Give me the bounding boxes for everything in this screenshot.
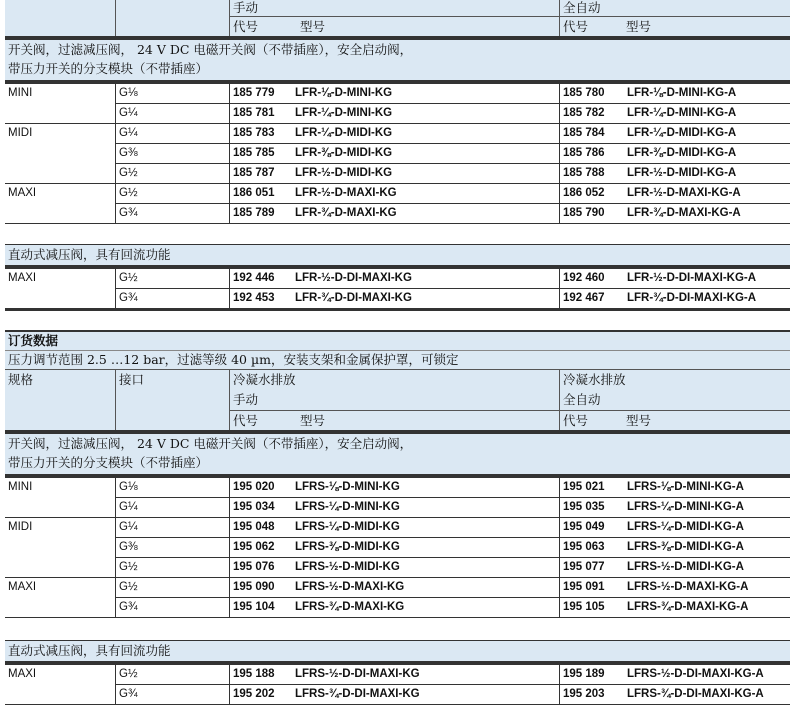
order-code: 195 076 (233, 561, 275, 573)
header-manual: 手动 (229, 0, 559, 16)
type-code: LFR-¼-D-MIDI-KG (295, 127, 393, 139)
header-model: 型号 (300, 19, 326, 34)
port-cell: G½ (119, 668, 138, 680)
column-divider (559, 144, 560, 164)
band-line: 开关阀，过滤减压阀， 24 V DC 电磁开关阀（不带插座），安全启动阀， (8, 42, 413, 57)
column-divider (229, 558, 230, 578)
column-divider (559, 84, 560, 104)
table-row (5, 665, 790, 685)
order-code: 195 104 (233, 601, 275, 613)
type-code-auto: LFRS-¾-D-DI-MAXI-KG-A (627, 688, 764, 700)
table-1-body-1 (5, 84, 790, 224)
type-code: LFR-½-D-MIDI-KG (295, 167, 393, 179)
port-cell: G¾ (119, 207, 138, 219)
size-cell: MIDI (8, 521, 33, 533)
table-row (5, 144, 790, 164)
column-divider (229, 289, 230, 309)
column-divider (559, 104, 560, 124)
table-row (5, 478, 790, 498)
order-code: 195 020 (233, 481, 275, 493)
type-code: LFR-⅛-D-MINI-KG (295, 87, 393, 99)
port-cell: G½ (119, 561, 138, 573)
row-divider (5, 704, 790, 705)
order-code-auto: 195 035 (563, 501, 605, 513)
column-divider (115, 685, 116, 705)
type-code-auto: LFRS-½-D-MIDI-KG-A (627, 561, 744, 573)
column-divider (559, 289, 560, 309)
size-cell: MAXI (8, 581, 37, 593)
port-cell: G¼ (119, 107, 138, 119)
order-code: 195 090 (233, 581, 275, 593)
port-cell: G⅜ (119, 147, 138, 159)
column-divider (115, 204, 116, 224)
column-divider (229, 104, 230, 124)
type-code: LFRS-½-D-MAXI-KG (295, 581, 405, 593)
table-title: 订货数据 (5, 332, 790, 350)
table-row (5, 104, 790, 124)
column-divider (115, 269, 116, 289)
table-row (5, 289, 790, 309)
table-2-header (5, 369, 790, 430)
type-code: LFR-½-D-DI-MAXI-KG (295, 272, 412, 284)
table-row (5, 184, 790, 204)
port-cell: G¾ (119, 292, 138, 304)
header-code: 代号 (563, 19, 589, 34)
column-divider (115, 478, 116, 498)
type-code-auto: LFR-¼-D-MIDI-KG-A (627, 127, 737, 139)
order-code-auto: 195 091 (563, 581, 605, 593)
section-band (5, 40, 790, 80)
column-divider (115, 104, 116, 124)
type-code-auto: LFR-½-D-DI-MAXI-KG-A (627, 272, 757, 284)
header-drain: 冷凝水排放 (563, 372, 626, 387)
column-divider (229, 164, 230, 184)
column-divider (559, 685, 560, 705)
type-code-auto: LFRS-⅛-D-MINI-KG-A (627, 481, 744, 493)
port-cell: G½ (119, 187, 138, 199)
header-drain: 冷凝水排放 (233, 372, 296, 387)
column-divider (115, 665, 116, 685)
column-divider (115, 289, 116, 309)
order-code-auto: 185 780 (563, 87, 605, 99)
type-code: LFRS-¾-D-DI-MAXI-KG (295, 688, 420, 700)
type-code-auto: LFRS-⅜-D-MIDI-KG-A (627, 541, 744, 553)
table-row (5, 598, 790, 618)
type-code: LFRS-½-D-DI-MAXI-KG (295, 668, 420, 680)
type-code: LFRS-⅛-D-MINI-KG (295, 481, 400, 493)
order-code: 185 783 (233, 127, 275, 139)
column-divider (229, 685, 230, 705)
table-row (5, 685, 790, 705)
column-divider (229, 184, 230, 204)
column-divider (559, 498, 560, 518)
port-cell: G¼ (119, 501, 138, 513)
order-code-auto: 186 052 (563, 187, 605, 199)
table-row (5, 518, 790, 538)
order-code: 186 051 (233, 187, 275, 199)
type-code: LFR-¾-D-DI-MAXI-KG (295, 292, 412, 304)
column-divider (559, 538, 560, 558)
table-row (5, 578, 790, 598)
column-divider (229, 498, 230, 518)
row-divider (5, 617, 790, 618)
column-divider (559, 164, 560, 184)
order-code-auto: 195 077 (563, 561, 605, 573)
band-line: 直动式减压阀，具有回流功能 (8, 247, 171, 262)
order-code: 185 789 (233, 207, 275, 219)
column-divider (115, 578, 116, 598)
column-divider (115, 538, 116, 558)
column-divider (115, 144, 116, 164)
column-divider (229, 269, 230, 289)
order-code: 192 446 (233, 272, 275, 284)
type-code-auto: LFR-⅜-D-MIDI-KG-A (627, 147, 737, 159)
row-divider (5, 223, 790, 224)
header-port: 接口 (115, 370, 229, 430)
header-size: 规格 (8, 372, 34, 387)
band-line: 直动式减压阀，具有回流功能 (8, 643, 171, 658)
table-2-body-2 (5, 665, 790, 705)
band-line: 开关阀，过滤减压阀， 24 V DC 电磁开关阀（不带插座），安全启动阀， (8, 436, 413, 451)
band-line: 带压力开关的分支模块（不带插座） (8, 61, 209, 76)
order-code-auto: 185 786 (563, 147, 605, 159)
column-divider (229, 665, 230, 685)
table-row (5, 124, 790, 144)
order-code: 195 048 (233, 521, 275, 533)
size-cell: MAXI (8, 187, 37, 199)
column-divider (115, 84, 116, 104)
order-code: 185 781 (233, 107, 275, 119)
order-code: 195 202 (233, 688, 275, 700)
band-line: 带压力开关的分支模块（不带插座） (8, 455, 209, 470)
table-2-body-1 (5, 478, 790, 618)
port-cell: G½ (119, 167, 138, 179)
type-code: LFR-½-D-MAXI-KG (295, 187, 397, 199)
type-code-auto: LFR-¾-D-MAXI-KG-A (627, 207, 741, 219)
type-code-auto: LFR-½-D-MAXI-KG-A (627, 187, 741, 199)
column-divider (559, 478, 560, 498)
size-cell: MAXI (8, 272, 37, 284)
column-divider (559, 578, 560, 598)
header-model: 型号 (626, 413, 652, 428)
order-code: 195 188 (233, 668, 275, 680)
table-row (5, 558, 790, 578)
table-row (5, 204, 790, 224)
size-cell: MINI (8, 481, 33, 493)
order-code-auto: 195 021 (563, 481, 605, 493)
column-divider (559, 269, 560, 289)
order-code: 185 785 (233, 147, 275, 159)
row-divider (5, 308, 790, 309)
column-divider (229, 124, 230, 144)
type-code-auto: LFRS-¾-D-MAXI-KG-A (627, 601, 749, 613)
port-cell: G½ (119, 272, 138, 284)
type-code-auto: LFR-½-D-MIDI-KG-A (627, 167, 737, 179)
order-code-auto: 185 782 (563, 107, 605, 119)
table-row (5, 164, 790, 184)
column-divider (559, 124, 560, 144)
column-divider (229, 538, 230, 558)
type-code-auto: LFR-⅛-D-MINI-KG-A (627, 87, 737, 99)
order-code-auto: 195 203 (563, 688, 605, 700)
type-code: LFRS-¾-D-MAXI-KG (295, 601, 405, 613)
column-divider (229, 598, 230, 618)
type-code-auto: LFRS-¼-D-MINI-KG-A (627, 501, 744, 513)
table-1-header-row-code (5, 16, 790, 36)
column-divider (115, 518, 116, 538)
section-band (5, 640, 790, 661)
order-code: 195 062 (233, 541, 275, 553)
type-code: LFRS-¼-D-MINI-KG (295, 501, 400, 513)
table-row (5, 269, 790, 289)
type-code-auto: LFR-¾-D-DI-MAXI-KG-A (627, 292, 757, 304)
column-divider (115, 124, 116, 144)
header-manual: 手动 (233, 392, 259, 407)
port-cell: G⅜ (119, 541, 138, 553)
section-band (5, 434, 790, 474)
column-divider (229, 204, 230, 224)
header-code: 代号 (233, 19, 259, 34)
column-divider (229, 518, 230, 538)
table-2 (5, 330, 790, 705)
header-code: 代号 (563, 413, 589, 428)
column-divider (559, 204, 560, 224)
column-divider (559, 598, 560, 618)
order-code-auto: 185 784 (563, 127, 605, 139)
port-cell: G½ (119, 581, 138, 593)
header-auto: 全自动 (559, 0, 790, 16)
column-divider (559, 665, 560, 685)
order-code: 192 453 (233, 292, 275, 304)
type-code: LFRS-½-D-MIDI-KG (295, 561, 400, 573)
table-row (5, 498, 790, 518)
table-1 (5, 0, 790, 311)
port-cell: G¾ (119, 601, 138, 613)
type-code: LFR-¼-D-MINI-KG (295, 107, 393, 119)
column-divider (115, 184, 116, 204)
column-divider (559, 184, 560, 204)
type-code-auto: LFRS-¼-D-MIDI-KG-A (627, 521, 744, 533)
table-1-body-2 (5, 269, 790, 309)
column-divider (115, 558, 116, 578)
column-divider (115, 164, 116, 184)
order-code-auto: 195 063 (563, 541, 605, 553)
type-code-auto: LFRS-½-D-DI-MAXI-KG-A (627, 668, 764, 680)
size-cell: MIDI (8, 127, 33, 139)
header-model: 型号 (626, 19, 652, 34)
column-divider (115, 498, 116, 518)
header-model: 型号 (300, 413, 326, 428)
port-cell: G¾ (119, 688, 138, 700)
section-band (5, 244, 790, 265)
size-cell: MINI (8, 87, 33, 99)
type-code-auto: LFR-¼-D-MINI-KG-A (627, 107, 737, 119)
port-cell: G⅛ (119, 87, 138, 99)
column-divider (229, 578, 230, 598)
table-1-header-row-manual (5, 0, 790, 16)
column-divider (559, 558, 560, 578)
order-code-auto: 195 105 (563, 601, 605, 613)
column-divider (559, 518, 560, 538)
port-cell: G⅛ (119, 481, 138, 493)
type-code: LFRS-¼-D-MIDI-KG (295, 521, 400, 533)
order-code-auto: 192 460 (563, 272, 605, 284)
type-code: LFR-¾-D-MAXI-KG (295, 207, 397, 219)
table-subtitle: 压力调节范围 2.5 …12 bar，过滤等级 40 µm，安装支架和金属保护罩，可锁定 (5, 350, 790, 369)
type-code: LFRS-⅜-D-MIDI-KG (295, 541, 400, 553)
order-code-auto: 192 467 (563, 292, 605, 304)
column-divider (229, 144, 230, 164)
order-code: 195 034 (233, 501, 275, 513)
column-divider (115, 598, 116, 618)
type-code: LFR-⅜-D-MIDI-KG (295, 147, 393, 159)
port-cell: G¼ (119, 521, 138, 533)
table-row (5, 84, 790, 104)
header-code: 代号 (233, 413, 259, 428)
size-cell: MAXI (8, 668, 37, 680)
column-divider (229, 478, 230, 498)
type-code-auto: LFRS-½-D-MAXI-KG-A (627, 581, 749, 593)
port-cell: G¼ (119, 127, 138, 139)
order-code: 185 779 (233, 87, 275, 99)
column-divider (229, 84, 230, 104)
table-row (5, 538, 790, 558)
order-code-auto: 185 790 (563, 207, 605, 219)
order-code-auto: 195 049 (563, 521, 605, 533)
order-code-auto: 195 189 (563, 668, 605, 680)
order-code-auto: 185 788 (563, 167, 605, 179)
header-auto: 全自动 (563, 392, 601, 407)
order-code: 185 787 (233, 167, 275, 179)
